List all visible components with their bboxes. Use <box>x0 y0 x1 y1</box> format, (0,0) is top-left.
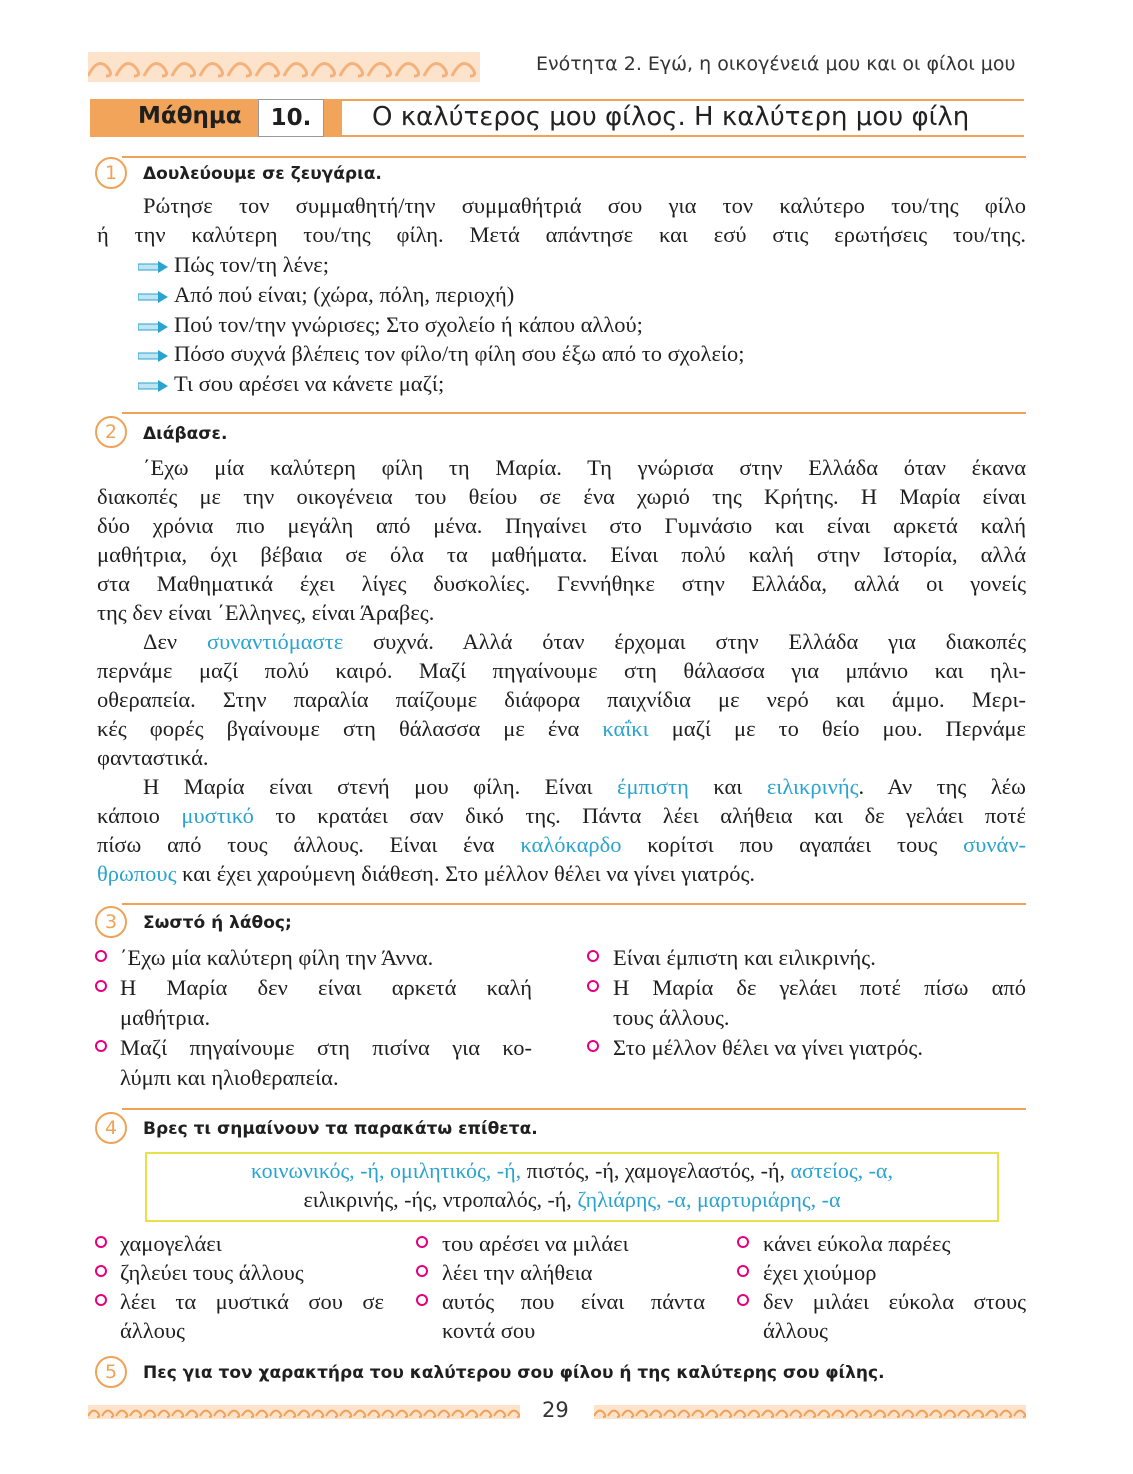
bullet-icon <box>95 950 107 962</box>
meaning-item: λέει την αλήθεια <box>442 1260 593 1285</box>
highlighted-word: έμπιστη <box>617 774 689 799</box>
bullet-icon <box>416 1265 428 1277</box>
meaning-item: του αρέσει να μιλάει <box>442 1231 629 1256</box>
section-title-3: Σωστό ή λάθος; <box>143 913 292 933</box>
arrow-right-icon <box>138 380 168 392</box>
greek-key-ornament <box>88 52 480 82</box>
statement-item-cont: λύμπι και ηλιοθεραπεία. <box>120 1065 339 1090</box>
highlighted-word: συναντιόμαστε <box>206 629 344 654</box>
meaning-item: χαμογελάει <box>120 1231 222 1256</box>
text-line: κές φορές βγαίνουμε στη θάλασσα με ένα καΐκι μαζί με το θείο μου. Περνάμε <box>97 716 1027 741</box>
section-divider <box>122 412 1026 414</box>
bullet-icon <box>737 1236 749 1248</box>
statement-item: Στο μέλλον θέλει να γίνει γιατρός. <box>613 1035 923 1060</box>
page-number: 29 <box>542 1398 569 1422</box>
bullet-icon <box>587 980 599 992</box>
bullet-icon <box>95 980 107 992</box>
section-number-3: 3 <box>95 906 127 938</box>
statement-item-cont: μαθήτρια. <box>120 1005 211 1030</box>
text-line: διακοπές με την οικογένεια του θείου σε ένα χωριό της Κρήτης. Η Μαρία είναι <box>97 484 1026 509</box>
unit-title: Ενότητα 2. Εγώ, η οικογένειά μου και οι φίλοι μου <box>536 53 1016 75</box>
highlighted-word: μυστικό <box>181 803 254 828</box>
text-line: φανταστικά. <box>97 745 209 770</box>
footer-ornament-left <box>88 1405 520 1419</box>
section-title-1: Δουλεύουμε σε ζευγάρια. <box>143 164 382 184</box>
arrow-right-icon <box>138 321 168 333</box>
statement-item: Η Μαρία δε γελάει ποτέ πίσω από <box>613 975 1026 1000</box>
meaning-item-cont: άλλους <box>763 1318 828 1343</box>
adjective-word-box <box>145 1152 999 1222</box>
bullet-icon <box>95 1294 107 1306</box>
meaning-item-cont: κοντά σου <box>442 1318 536 1343</box>
question-item: Από πού είναι; (χώρα, πόλη, περιοχή) <box>138 280 514 309</box>
bullet-icon <box>95 1236 107 1248</box>
highlighted-word: ειλικρινής <box>766 774 859 799</box>
meaning-item: λέει τα μυστικά σου σε <box>120 1289 384 1314</box>
question-item: Πώς τον/τη λένε; <box>138 250 329 279</box>
section-divider <box>122 1108 1026 1110</box>
section-title-2: Διάβασε. <box>143 424 228 444</box>
text-line: κάποιο μυστικό το κρατάει σαν δικό της. Πάντα λέει αλήθεια και δε γελάει ποτέ <box>97 803 1026 828</box>
statement-item: Μαζί πηγαίνουμε στη πισίνα για κο- <box>120 1035 532 1060</box>
meaning-item: ζηλεύει τους άλλους <box>120 1260 304 1285</box>
highlighted-word: συνάν- <box>963 832 1026 857</box>
word-box-line: κοινωνικός, -ή, ομιλητικός, -ή, πιστός, -ή, χαμογελαστός, -ή, αστείος, -α, <box>251 1158 893 1183</box>
section-number-1: 1 <box>95 157 127 189</box>
lesson-title: Ο καλύτερος μου φίλος. Η καλύτερη μου φίλη <box>372 102 970 132</box>
highlighted-word: καΐκι <box>602 716 649 741</box>
text-line: θρωπους και έχει χαρούμενη διάθεση. Στο μέλλον θέλει να γίνει γιατρός. <box>97 861 756 886</box>
text-line: στα Μαθηματικά έχει λίγες δυσκολίες. Γεννήθηκε στην Ελλάδα, αλλά οι γονείς <box>97 571 1026 596</box>
section-title-4: Βρες τι σημαίνουν τα παρακάτω επίθετα. <box>143 1119 538 1139</box>
footer-ornament-right <box>594 1405 1026 1419</box>
statement-item: ΄Εχω μία καλύτερη φίλη την Άννα. <box>120 945 434 970</box>
meaning-item-cont: άλλους <box>120 1318 185 1343</box>
instruction-line: Ρώτησε τον συμμαθητή/την συμμαθήτριά σου για τον καλύτερο του/της φίλο <box>143 193 1026 218</box>
question-item: Πού τον/την γνώρισες; Στο σχολείο ή κάπου αλλού; <box>138 310 643 339</box>
bullet-icon <box>587 1040 599 1052</box>
section-divider <box>122 903 1026 905</box>
section-number-4: 4 <box>95 1112 127 1144</box>
meaning-item: κάνει εύκολα παρέες <box>763 1231 951 1256</box>
meaning-item: αυτός που είναι πάντα <box>442 1289 705 1314</box>
highlighted-word: καλόκαρδο <box>520 832 622 857</box>
bullet-icon <box>587 950 599 962</box>
text-line: Η Μαρία είναι στενή μου φίλη. Είναι έμπιστη και ειλικρινής. Αν της λέω <box>143 774 1026 799</box>
instruction-line: ή την καλύτερη του/της φίλη. Μετά απάντησε και εσύ στις ερωτήσεις του/της. <box>97 222 1026 247</box>
section-title-5: Πες για τον χαρακτήρα του καλύτερου σου φίλου ή της καλύτερης σου φίλης. <box>143 1363 885 1383</box>
arrow-right-icon <box>138 261 168 273</box>
section-number-5: 5 <box>95 1356 127 1388</box>
text-line: περνάμε μαζί πολύ καιρό. Μαζί πηγαίνουμε στη θάλασσα για μπάνιο και ηλι- <box>97 658 1026 683</box>
text-line: οθεραπεία. Στην παραλία παίζουμε διάφορα παιχνίδια με νερό και άμμο. Μερι- <box>97 687 1026 712</box>
arrow-right-icon <box>138 350 168 362</box>
lesson-bar <box>90 99 1024 137</box>
text-line: δύο χρόνια πιο μεγάλη από μένα. Πηγαίνει στο Γυμνάσιο και είναι αρκετά καλή <box>97 513 1026 538</box>
statement-item: Η Μαρία δεν είναι αρκετά καλή <box>120 975 532 1000</box>
lesson-label: Μάθημα <box>138 103 242 129</box>
text-line: Δεν συναντιόμαστε συχνά. Αλλά όταν έρχομαι στην Ελλάδα για διακοπές <box>143 629 1026 654</box>
bullet-icon <box>95 1265 107 1277</box>
text-line: πίσω από τους άλλους. Είναι ένα καλόκαρδο κορίτσι που αγαπάει τους συνάν- <box>97 832 1026 857</box>
highlighted-word: θρωπους <box>97 861 177 886</box>
section-divider <box>122 156 1026 158</box>
lesson-number: 10. <box>258 99 324 137</box>
meaning-item: δεν μιλάει εύκολα στους <box>763 1289 1026 1314</box>
text-line: της δεν είναι ΄Ελληνες, είναι Άραβες. <box>97 600 435 625</box>
question-item: Πόσο συχνά βλέπεις τον φίλο/τη φίλη σου έξω από το σχολείο; <box>138 339 744 368</box>
statement-item: Είναι έμπιστη και ειλικρινής. <box>613 945 876 970</box>
bullet-icon <box>416 1294 428 1306</box>
bullet-icon <box>95 1040 107 1052</box>
arrow-right-icon <box>138 291 168 303</box>
text-line: ΄Εχω μία καλύτερη φίλη τη Μαρία. Τη γνώρισα στην Ελλάδα όταν έκανα <box>143 455 1026 480</box>
bullet-icon <box>737 1265 749 1277</box>
section-number-2: 2 <box>95 416 127 448</box>
meaning-item: έχει χιούμορ <box>763 1260 877 1285</box>
lesson-label-box <box>90 99 342 137</box>
statement-item-cont: τους άλλους. <box>613 1005 730 1030</box>
question-item: Τι σου αρέσει να κάνετε μαζί; <box>138 369 444 398</box>
word-box-line: ειλικρινής, -ής, ντροπαλός, -ή, ζηλιάρης, -α, μαρτυριάρης, -α <box>303 1187 841 1212</box>
text-line: μαθήτρια, όχι βέβαια σε όλα τα μαθήματα. Είναι πολύ καλή στην Ιστορία, αλλά <box>97 542 1026 567</box>
bullet-icon <box>416 1236 428 1248</box>
bullet-icon <box>737 1294 749 1306</box>
